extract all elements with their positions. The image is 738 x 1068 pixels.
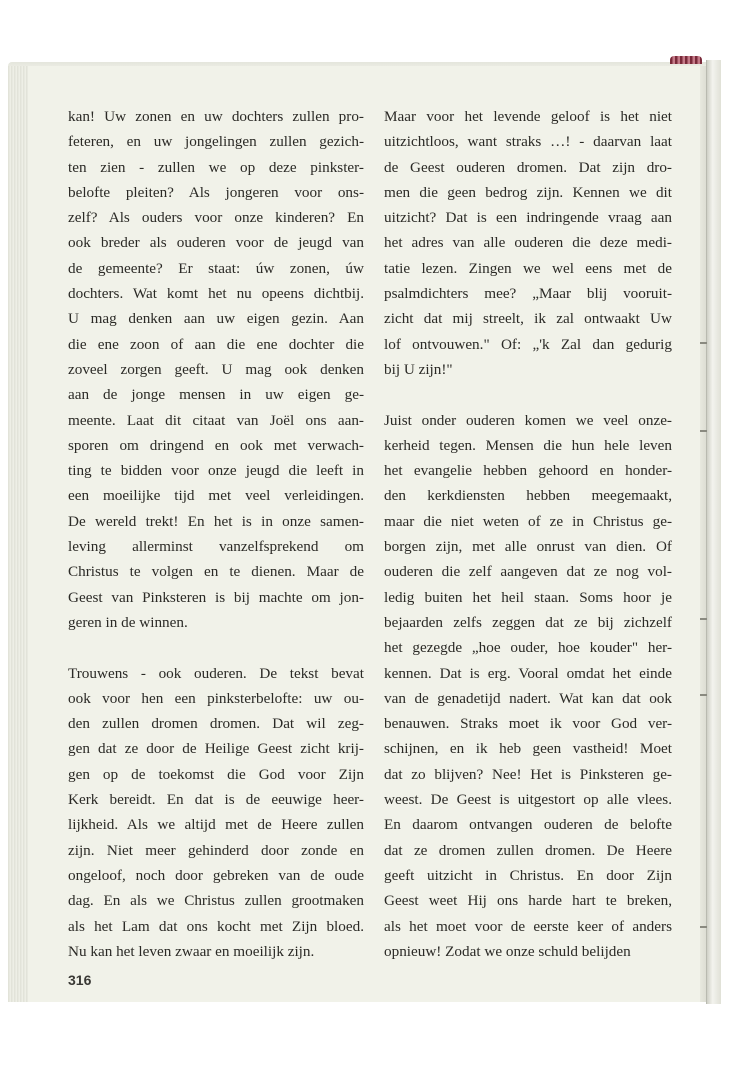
text-line: dat ze dromen zullen dromen. De Heere [384,841,672,859]
text-line: zicht dat mij streelt, ik zal ontwaakt Uw [384,310,672,328]
text-line: gen op de toekomst die God voor Zijn [68,765,364,783]
paragraph-spacer [384,382,672,407]
text-line: lijkheid. Als we altijd met de Heere zullen [68,816,364,834]
text-line: ook voor hen een pinksterbelofte: uw ou- [68,689,364,707]
bookmark-ribbon [670,56,702,64]
text-line: zoveel zorgen geeft. U mag ook denken [68,360,364,378]
text-line: feteren, en uw jongelingen zullen gezich- [68,133,364,151]
text-line: bij U zijn!" [384,360,453,378]
text-line: den kerkdiensten hebben meegemaakt, [384,487,672,505]
text-line: maar die niet weten of ze in Christus ge- [384,512,672,530]
text-line: Christus te volgen en te dienen. Maar de [68,563,364,581]
text-line: Geest van Pinksteren is bij machte om jon- [68,588,364,606]
text-line: de Geest ouderen dromen. Dat zijn dro- [384,158,672,176]
text-line: die ene zoon of aan die ene dochter die [68,335,364,353]
text-line: schijnen, en ik heb geen vastheid! Moet [384,740,672,758]
paragraph [384,408,672,965]
paragraph [68,104,364,635]
book-page-stack-left [8,66,30,1002]
text-line: weest. De Geest is uitgestort op alle vlees. [384,791,672,809]
text-line: De wereld trekt! En het is in onze samen- [68,512,364,530]
text-line: Maar voor het levende geloof is het niet [384,108,672,125]
text-line: En daarom ontvangen ouderen de belofte [384,816,672,834]
text-line: Trouwens - ook ouderen. De tekst bevat [68,664,364,682]
text-line: kan! Uw zonen en uw dochters zullen pro- [68,108,364,125]
text-line: aan de jonge mensen in uw eigen ge- [68,386,364,404]
text-line: bejaarden zelfs zeggen dat ze bij zichzelf [384,613,672,631]
text-line: gen dat ze door de Heilige Geest zicht krij- [68,740,364,758]
text-line: kerheid tegen. Mensen die hun hele leven [384,436,672,454]
page-number: 316 [68,972,92,988]
book-cover-edge [706,60,721,1004]
text-line: ouderen die zelf aangeven dat ze nog vol- [384,563,672,581]
text-line: tatie lezen. Zingen we wel eens met de [384,259,672,277]
text-line: zijn. Niet meer gehinderd door zonde en [68,841,364,859]
page-tab-marker [700,618,707,620]
text-line: zelf? Als ouders voor onze kinderen? En [68,209,364,227]
text-line: dat zo blijven? Nee! Het is Pinksteren ge- [384,765,672,783]
paragraph [384,104,672,382]
text-line: kennen. Dat is erg. Vooral omdat het einde [384,664,672,682]
text-line: benauwen. Straks moet ik voor God ver- [384,715,672,733]
right-text-column [384,104,672,964]
left-text-column [68,104,364,964]
text-line: dochters. Wat komt het nu opeens dichtbij. [68,285,364,303]
text-line: den zullen dromen dromen. Dat wil zeg- [68,715,364,733]
text-line: geeft uitzicht in Christus. En door Zijn [384,866,672,884]
text-line: als het moet voor de eerste keer of anders [384,917,672,935]
text-line: meente. Laat dit citaat van Joël ons aan- [68,411,364,429]
text-line: de gemeente? Er staat: úw zonen, úw [68,259,364,277]
text-line: U mag denken aan uw eigen gezin. Aan [68,310,364,328]
text-line: dag. En als we Christus zullen grootmaken [68,892,364,910]
text-line: leving allerminst vanzelfsprekend om [68,538,364,556]
text-line: borgen zijn, met alle onrust van dien. Of [384,538,672,556]
page-tab-marker [700,430,707,432]
paragraph-spacer [68,635,364,660]
text-line: belofte pleiten? Als jongeren voor ons- [68,183,364,201]
text-line: van de genadetijd nadert. Wat kan dat ook [384,689,672,707]
text-line: een moeilijke tijd met veel verleidingen. [68,487,364,505]
text-line: uitzicht? Dat is een indringende vraag aan [384,209,672,227]
text-line: als het Lam dat ons kocht met Zijn bloed. [68,917,364,935]
text-line: sporen om dringend en ook met verwach- [68,436,364,454]
text-line: ledig buiten het heil staan. Soms hoor je [384,588,672,606]
text-line: geren in de winnen. [68,613,188,631]
paragraph [68,661,364,965]
text-line: opnieuw! Zodat we onze schuld belijden [384,942,631,960]
text-line: Nu kan het leven zwaar en moeilijk zijn. [68,942,315,960]
page-tab-marker [700,694,707,696]
page-tab-marker [700,342,707,344]
text-line: het adres van alle ouderen die deze medi- [384,234,672,252]
text-line: ting te bidden voor onze jeugd die leeft in [68,462,364,480]
text-line: Kerk bereidt. En dat is de eeuwige heer- [68,791,364,809]
text-line: lof ontvouwen." Of: „'k Zal dan gedurig [384,335,672,353]
text-line: ongeloof, noch door gebreken van de oude [68,866,364,884]
text-line: men die geen bedrog zijn. Kennen we dit [384,183,672,201]
text-line: het evangelie hebben gehoord en honder- [384,462,672,480]
text-line: ten zien - zullen we op deze pinkster- [68,158,364,176]
text-line: Juist onder ouderen komen we veel onze- [384,411,672,429]
text-line: ook breder als ouderen voor de jeugd van [68,234,364,252]
text-line: het gezegde „hoe ouder, hoe kouder" her- [384,639,672,657]
text-line: uitzichtloos, want straks …! - daarvan laat [384,133,672,151]
text-line: Geest weet Hij ons harde hart te breken, [384,892,672,910]
page-tab-marker [700,926,707,928]
text-line: psalmdichters mee? „Maar blij vooruit- [384,285,672,303]
